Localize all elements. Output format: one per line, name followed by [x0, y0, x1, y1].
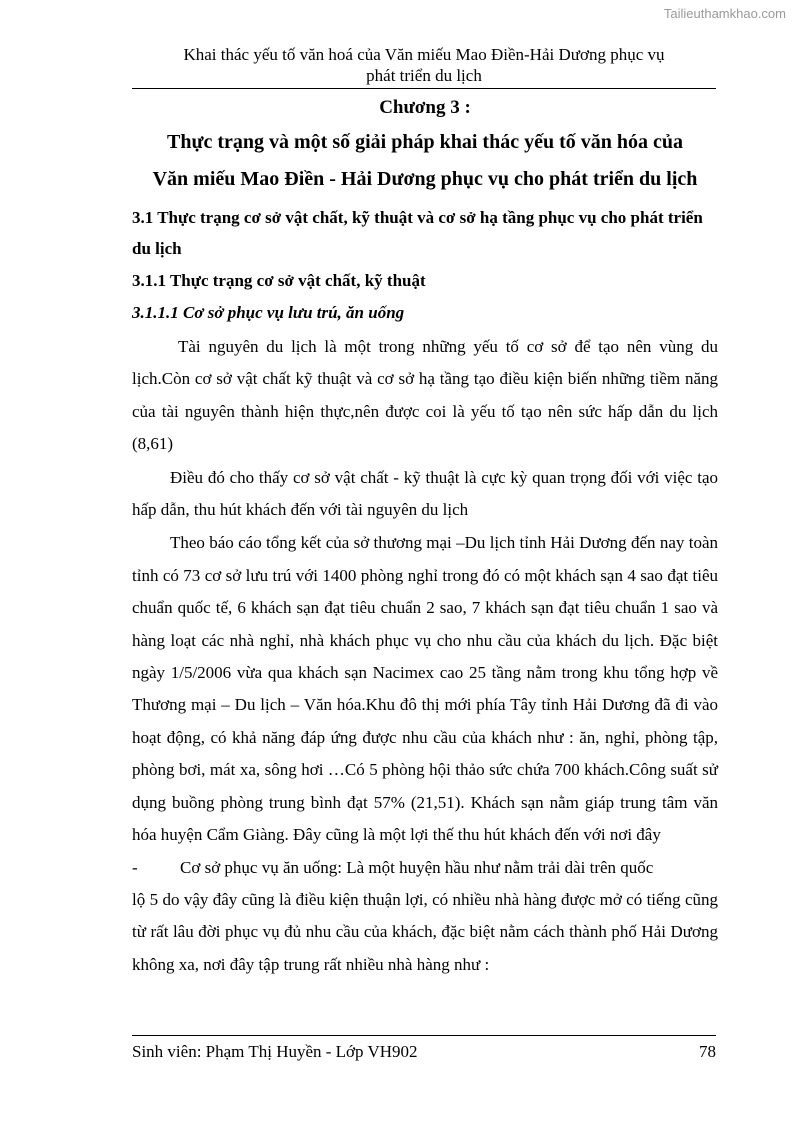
section-heading-3-1: 3.1 Thực trạng cơ sở vật chất, kỹ thuật và cơ sở hạ tầng phục vụ cho phát triển du lịch	[132, 208, 703, 258]
paragraph: Tài nguyên du lịch là một trong những yếu tố cơ sở để tạo nên vùng du lịch.Còn cơ sở vật chất kỹ thuật và cơ sở hạ tầng tạo điều kiện biến những tiềm năng của tài nguyên thành hiện thực,nên được coi là yếu tố tạo nên sức hấp dẫn du lịch (8,61)	[132, 337, 718, 454]
section-heading-3-1-1-1: 3.1.1.1 Cơ sở phục vụ lưu trú, ăn uống	[132, 303, 405, 322]
bullet-first-line: Cơ sở phục vụ ăn uống: Là một huyện hầu như nằm trải dài trên quốc	[180, 857, 654, 877]
header-line-2: phát triển du lịch	[366, 66, 482, 85]
chapter-title	[132, 124, 718, 198]
bullet-continuation: lộ 5 do vậy đây cũng là điều kiện thuận lợi, có nhiều nhà hàng được mở có tiếng cũng từ rất lâu đời phục vụ đủ nhu cầu của khách, đặc biệt nằm cách thành phố Hải Dương không xa, nơi đây tập trung rất nhiều nhà hàng như :	[132, 889, 718, 974]
footer-author: Sinh viên: Phạm Thị Huyền - Lớp VH902	[132, 1042, 418, 1061]
bullet-item	[132, 852, 718, 884]
chapter-title-line-2: Văn miếu Mao Điền - Hải Dương phục vụ cho phát triển du lịch	[152, 168, 698, 190]
watermark: Tailieuthamkhao.com	[663, 6, 786, 21]
chapter-label: Chương 3 :	[379, 97, 471, 118]
footer-rule	[132, 1035, 716, 1036]
page-number: 78	[699, 1042, 716, 1061]
page-body	[132, 94, 718, 981]
paragraph: Theo báo cáo tổng kết của sở thương mại –Du lịch tỉnh Hải Dương đến nay toàn tỉnh có 73 cơ sở lưu trú với 1400 phòng nghỉ trong đó có một khách sạn 4 sao đạt tiêu chuẩn quốc tế, 6 khách sạn đạt tiêu chuẩn 2 sao, 7 khách sạn đạt tiêu chuẩn 1 sao và hàng loạt các nhà nghỉ, nhà khách phục vụ cho nhu cầu của khách du lịch. Đặc biệt ngày 1/5/2006 vừa qua khách sạn Nacimex cao 25 tầng nằm trong khu tổng hợp về Thương mại – Du lịch – Văn hóa.Khu đô thị mới phía Tây tỉnh Hải Dương đã đi vào hoạt động, có khả năng đáp ứng được nhu cầu của khách như : ăn, nghỉ, phòng tập, phòng bơi, mát xa, sông hơi …Có 5 phòng hội thảo sức chứa 700 khách.Công suất sử dụng buồng phòng trung bình đạt 57% (21,51). Khách sạn nằm giáp trung tâm văn hóa huyện Cẩm Giàng. Đây cũng là một lợi thế thu hút khách đến với nơi đây	[132, 533, 718, 845]
running-footer	[132, 1042, 716, 1062]
paragraph: Điều đó cho thấy cơ sở vật chất - kỹ thuật là cực kỳ quan trọng đối với việc tạo hấp dẫn, thu hút khách đến với tài nguyên du lịch	[132, 467, 718, 520]
running-header	[132, 44, 716, 86]
header-rule	[132, 88, 716, 89]
bullet-mark: -	[132, 857, 138, 877]
section-heading-3-1-1: 3.1.1 Thực trạng cơ sở vật chất, kỹ thuật	[132, 271, 426, 290]
header-line-1: Khai thác yếu tố văn hoá của Văn miếu Mao Điền-Hải Dương phục vụ	[183, 45, 665, 64]
chapter-title-line-1: Thực trạng và một số giải pháp khai thác yếu tố văn hóa của	[167, 131, 683, 153]
